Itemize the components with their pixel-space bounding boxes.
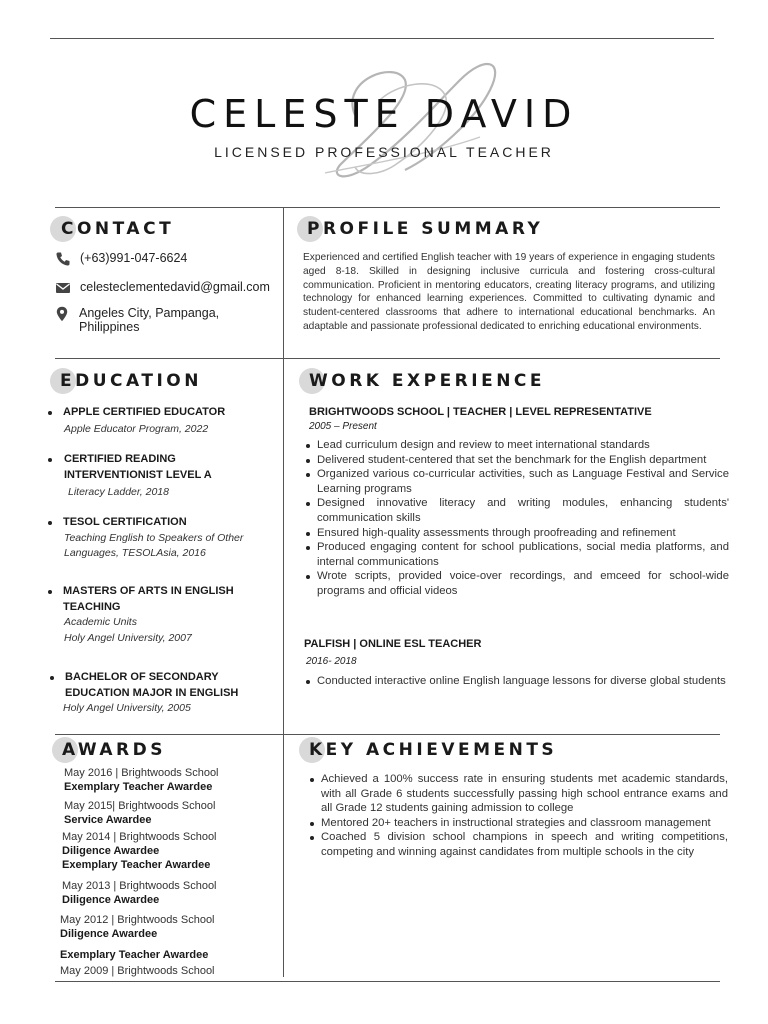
job-title: LICENSED PROFESSIONAL TEACHER <box>214 144 554 160</box>
list-item: Delivered student-centered that set the benchmark for the English department <box>305 453 729 468</box>
profile-heading: PROFILE SUMMARY <box>307 219 544 239</box>
award-title: Exemplary Teacher Awardee <box>60 949 209 961</box>
list-item: Achieved a 100% success rate in ensuring students met academic standards, with all Grade 6 students successfully passing high school entrance exams and all Grade 12 students gaining admission to college <box>309 772 728 816</box>
education-title: MASTERS OF ARTS IN ENGLISH TEACHING <box>63 585 234 613</box>
list-item: Wrote scripts, provided voice-over recordings, and emceed for school-wide programs and official videos <box>305 569 729 598</box>
section-divider-4 <box>55 981 720 982</box>
address-line-2: Philippines <box>79 320 140 334</box>
award-title: Exemplary Teacher Awardee <box>64 781 213 793</box>
award-title: Diligence Awardee <box>62 894 160 906</box>
profile-summary-text: Experienced and certified English teacher with 19 years of experience in engaging students aged 8-18. Skilled in designing inclusive curricula and fostering cross-cultural communication. Proficient in mentoring educators, creating literacy programs, and utilizing technology for enhanced learning experiences. Committed to cultivating dynamic and student-centered classrooms that adhere to international educational benchmarks. An adaptable and passionate professional dedicated to enriching educational environments. <box>303 252 715 332</box>
column-divider <box>283 207 284 977</box>
job-bullets-brightwoods <box>305 438 729 599</box>
education-detail: Holy Angel University, 2007 <box>64 632 192 644</box>
phone-number: (+63)991-047-6624 <box>80 251 188 265</box>
list-item: Ensured high-quality assessments through proofreading and refinement <box>305 526 729 541</box>
bullet <box>48 521 52 525</box>
education-detail: Academic Units <box>64 616 137 628</box>
education-title: CERTIFIED READING INTERVENTIONIST LEVEL A <box>64 453 212 481</box>
contact-heading: CONTACT <box>61 219 175 239</box>
list-item: Organized various co-curricular activities, such as Language Festival and Service Learning programs <box>305 467 729 496</box>
award-date: May 2012 | Brightwoods School <box>60 914 215 926</box>
award-date: May 2009 | Brightwoods School <box>60 965 215 977</box>
education-heading: EDUCATION <box>60 371 202 391</box>
education-title: BACHELOR OF SECONDARY EDUCATION MAJOR IN ENGLISH <box>65 671 239 699</box>
section-divider-3 <box>55 734 720 735</box>
person-name: CELESTE DAVID <box>189 92 579 136</box>
job-date-brightwoods: 2005 – Present <box>309 421 377 432</box>
list-item: Lead curriculum design and review to meet international standards <box>305 438 729 453</box>
map-pin-icon <box>54 306 70 322</box>
section-divider-1 <box>55 207 720 208</box>
work-heading: WORK EXPERIENCE <box>309 371 546 391</box>
awards-heading: AWARDS <box>62 740 166 760</box>
award-date: May 2016 | Brightwoods School <box>64 767 219 779</box>
award-title: Service Awardee <box>64 814 152 826</box>
education-title: TESOL CERTIFICATION <box>63 516 187 528</box>
section-divider-2 <box>55 358 720 359</box>
achievements-heading: KEY ACHIEVEMENTS <box>309 740 558 760</box>
award-title: Diligence Awardee <box>62 845 160 857</box>
bullet <box>48 458 52 462</box>
education-detail: Literacy Ladder, 2018 <box>68 486 169 498</box>
education-title: APPLE CERTIFIED EDUCATOR <box>63 406 226 418</box>
envelope-icon <box>55 280 71 296</box>
list-item: Produced engaging content for school publications, social media platforms, and internal communications <box>305 540 729 569</box>
job-title-palfish: PALFISH | ONLINE ESL TEACHER <box>304 638 482 650</box>
award-title: Exemplary Teacher Awardee <box>62 859 211 871</box>
achievements-list <box>309 772 728 860</box>
list-item: Coached 5 division school champions in speech and writing competitions, competing and winning against candidates from multiple schools in the city <box>309 830 728 859</box>
job-title-brightwoods: BRIGHTWOODS SCHOOL | TEACHER | LEVEL REPRESENTATIVE <box>309 406 652 418</box>
list-item: Designed innovative literacy and writing modules, enhancing students' communication skills <box>305 496 729 525</box>
bullet <box>48 590 52 594</box>
job-date-palfish: 2016- 2018 <box>306 656 357 667</box>
award-date: May 2015| Brightwoods School <box>64 800 216 812</box>
award-title: Diligence Awardee <box>60 928 158 940</box>
job-bullets-palfish <box>305 674 734 689</box>
address-line-1: Angeles City, Pampanga, <box>79 306 220 320</box>
phone-icon <box>55 251 71 267</box>
email-address: celesteclementedavid@gmail.com <box>80 280 270 294</box>
education-detail: Holy Angel University, 2005 <box>63 702 191 714</box>
award-date: May 2013 | Brightwoods School <box>62 880 217 892</box>
top-divider <box>50 38 714 39</box>
list-item: Conducted interactive online English language lessons for diverse global students <box>305 674 734 689</box>
bullet <box>48 411 52 415</box>
education-detail: Teaching English to Speakers of Other Languages, TESOLAsia, 2016 <box>64 532 244 559</box>
award-date: May 2014 | Brightwoods School <box>62 831 217 843</box>
list-item: Mentored 20+ teachers in instructional strategies and classroom management <box>309 816 728 831</box>
bullet <box>50 676 54 680</box>
education-detail: Apple Educator Program, 2022 <box>64 423 209 435</box>
